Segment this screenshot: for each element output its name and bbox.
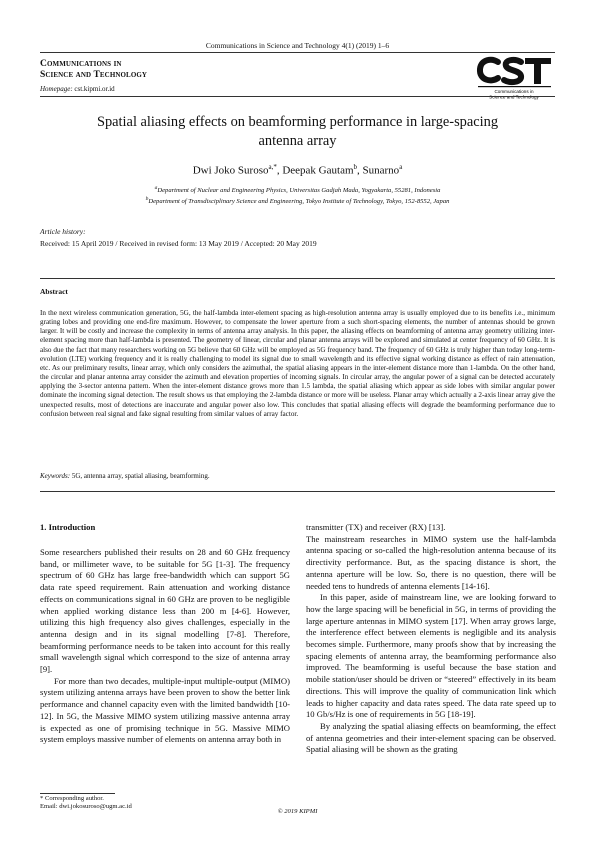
affiliation (0, 196, 595, 205)
logo-caption-line1: Communications in (494, 89, 534, 94)
section-heading-introduction: 1. Introduction (40, 522, 96, 532)
body-paragraph: Some researchers published their results on 28 and 60 GHz frequency band, or millimeter wave, to be suitable for 5G [1-3]. The frequency spectrum of 60 GHz has large free-bandwidth which can support 5G data rate speed requirement. Rain attenuation and working distance effects on communications signal in 60 GHz are proven to be negligible when applied working distance less than 200 m [4-6]. However, utilizing this high frequency also gives challenges, especially in the antenna design and in its signal modelling [7-8]. Therefore, beamforming performance needs to be taken into account for this really small wavelength signal which correspond to the size of antenna array [9]. (40, 547, 290, 675)
author-list (0, 163, 595, 177)
abstract-text: In the next wireless communication generation, 5G, the half-lambda inter-element spacing as high-resolution antenna array is usually employed due to its benefits i.e., minimum grating lobes and providing one end-fire maximum. However, to compensate the lower aperture from a such short-spacing elements, the number of antennas should be grown larger. It will be costly and increase the complexity in terms of antenna array analysis. In this paper, the aliasing effects on beamforming of antenna array geometry utilizing inter-element spacing more than half-lambda is presented. The geometry of linear, circular and planar antenna arrays will be explored and simulated at center frequency of 60 GHz. It is also due the fact that many researchers working on 5G believe that 60 GHz will be employed as 5G frequency band. The frequency of 60 GHz is truly higher than today long-term-evolution (LTE) working frequency and it is really challenging to model its signal due to small wavelength and its effective signal working distance as effect of rain attenuation, etc. As our preliminary results, linear array, which only considers the azimuthal, the spatial aliasing appears in the inter-element distance more than 1-lambda. On the other hand, the circular and planar antenna array consider the azimuth and elevation properties of incoming signals. In circular array, the angular power of a signal can be detected accurately applying the 3-sector antenna pattern. When the inter-element distance grows more than 1.5 lambda, the spatial aliasing which appear as side lobes with similar angular power dominate the incoming signal detection. The result shows us that employing the 2-lambda distance or more will be useless. Planar array which actually a 2-axis linear array give the unexpected results, most of detections are inaccurate and angular power also low. This concludes that spatial aliasing effects will degrade the beamforming performance due to confusion between real signal and fake signal resulting from similar values of array factor. (40, 309, 555, 418)
journal-name (40, 59, 147, 81)
keywords-label: Keywords: (40, 472, 71, 480)
author-name: Dwi Joko Suroso (192, 164, 269, 177)
running-head: Communications in Science and Technology 4(1) (2019) 1–6 (205, 41, 390, 50)
affiliation-mark: b (145, 196, 149, 202)
footnote-rule (40, 793, 115, 794)
body-paragraph: transmitter (TX) and receiver (RX) [13]. (306, 522, 446, 532)
keywords (40, 472, 210, 480)
author-separator: , (357, 164, 363, 177)
article-title: Spatial aliasing effects on beamforming performance in large-spacing antenna array (96, 114, 499, 149)
author-name: Deepak Gautam (282, 164, 354, 177)
author-affil-mark: a (399, 163, 403, 171)
affiliation (0, 185, 595, 194)
affiliation-text: Department of Nuclear and Engineering Physics, Universitas Gadjah Mada, Yogyakarta, 55281, Indonesia (157, 187, 441, 195)
page-footer: © 2019 KIPMI (277, 808, 318, 815)
author-affil-mark: a,* (268, 163, 277, 171)
keywords-value: 5G, antenna array, spatial aliasing, beamforming. (71, 472, 210, 480)
left-column (40, 547, 290, 746)
journal-name-line2: Science and Technology (40, 70, 148, 80)
affiliation-mark: a (154, 185, 158, 191)
article-history-heading: Article history: (40, 227, 86, 236)
logo-caption-line2: Science and Technology (489, 94, 539, 100)
journal-name-line1: Communications in (40, 59, 122, 69)
right-column (306, 522, 556, 756)
journal-logo (476, 53, 554, 100)
homepage-url[interactable]: cst.kipmi.or.id (74, 85, 115, 93)
abstract-top-rule (40, 278, 555, 279)
article-history: Received: 15 April 2019 / Received in revised form: 13 May 2019 / Accepted: 20 May 2019 (40, 239, 317, 248)
journal-homepage (40, 85, 115, 93)
body-paragraph: The mainstream researches in MIMO system use the half-lambda antenna spacing or so-called the high-resolution antenna because of its directivity performance. But, as the spacing distance is short, the antenna aperture will be low. So, there is no question, there will be needed tens to hundreds of antenna elements [14-16]. (306, 533, 556, 591)
homepage-label: Homepage: (40, 85, 73, 93)
footnote-email[interactable]: Email: dwi.jokosuroso@ugm.ac.id (40, 803, 132, 811)
header-rule-lower (40, 96, 555, 97)
affiliation-text: Department of Transdisciplinary Science and Engineering, Tokyo Institute of Technology, Tokyo, 152-8552, Japan (148, 198, 450, 206)
author-separator: , (276, 164, 283, 177)
body-paragraph: By analyzing the spatial aliasing effects on beamforming, the effect of antenna geometries and their inter-element spacing can be observed. Spatial aliasing will be shown as the grating (306, 720, 556, 755)
cst-logo-icon (476, 53, 554, 100)
author-name: Sunarno (362, 164, 400, 177)
footnote-corresponding: * Corresponding author. (40, 795, 104, 802)
body-paragraph: For more than two decades, multiple-input multiple-output (MIMO) system utilizing antenna arrays have been proven to show the better link performance and channel capacity even with the limited bandwidth [10-12]. In 5G, the Massive MIMO system utilizing massive antenna array is expected as one of promising technique in 5G. Massive MIMO system employs massive number of elements on antenna array both in (40, 675, 290, 745)
abstract-heading: Abstract (40, 287, 68, 296)
abstract-bottom-rule (40, 491, 555, 492)
author-affil-mark: b (353, 163, 358, 171)
body-paragraph: In this paper, aside of mainstream line, we are looking forward to how the large spacing will be beneficial in 5G, in terms of providing the large aperture antennas in MIMO system [17]. When array grows large, the interference effect between elements is negligible and its analysis becomes simple. Furthermore, many proofs show that by increasing the spacing elements of antenna array, the beamforming performance also improved. The beamforming is useful because the base station and mobile station/user should be driven or “steered” effectively in its beam directions. This will improve the quality of communication link which leads to higher capacity and data rates speed. The data rate speed up to 10 Gb/s/Hz is one of requirements in 5G [18-19]. (306, 592, 556, 720)
